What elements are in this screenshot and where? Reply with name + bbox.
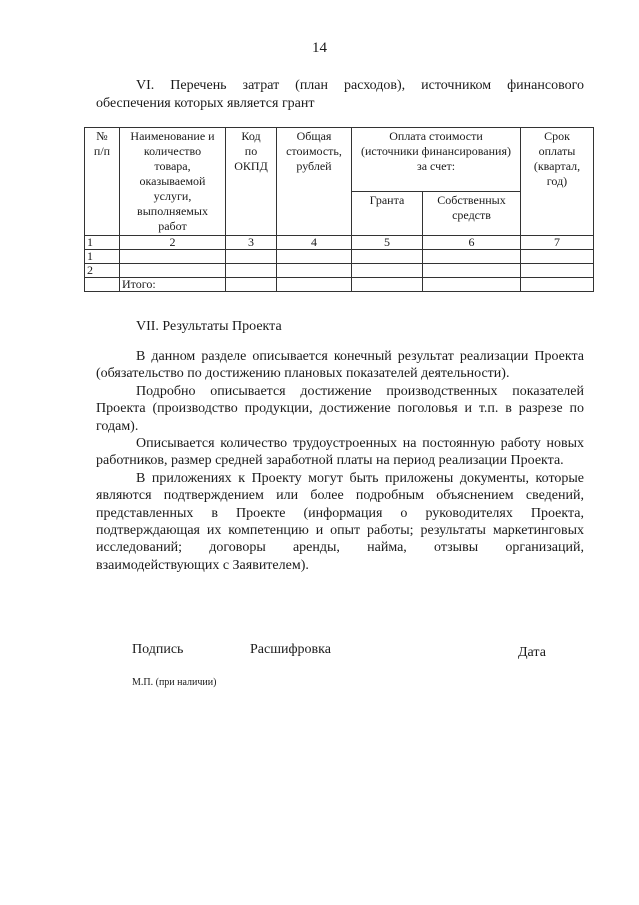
table-cell (277, 264, 352, 278)
header-num: № п/п (85, 128, 120, 236)
column-number: 3 (226, 236, 277, 250)
row-number: 1 (85, 250, 120, 264)
paragraph: В приложениях к Проекту могут быть приложены документы, которые являются подтверждением или более подробным объяснением сведений, представленных в Проекте (информация о руководителях Проекта, подтверждающая их компетенцию и опыт работы; результаты маркетинговых исследований; договоры аренды, найма, отзывы организаций, взаимодействующих с Заявителем). (96, 470, 584, 573)
paragraph: Подробно описывается достижение производственных показателей Проекта (производство продукции, достижение поголовья и т.п. в разрезе по годам). (96, 383, 584, 434)
costs-table (84, 127, 594, 292)
table-cell (423, 264, 521, 278)
table-cell (521, 264, 594, 278)
column-number: 4 (277, 236, 352, 250)
table-cell (521, 250, 594, 264)
table-header-row (85, 128, 594, 192)
column-number: 5 (352, 236, 423, 250)
total-row (85, 278, 594, 292)
section-7-body (96, 348, 584, 574)
table-row (85, 264, 594, 278)
section-6-heading (96, 77, 584, 113)
table-cell (226, 278, 277, 292)
header-own-funds: Собственных средств (423, 192, 521, 236)
column-number: 6 (423, 236, 521, 250)
table-cell (352, 250, 423, 264)
table-cell (226, 264, 277, 278)
row-number: 2 (85, 264, 120, 278)
column-number-row (85, 236, 594, 250)
table-cell (352, 264, 423, 278)
column-number: 2 (120, 236, 226, 250)
table-cell (423, 278, 521, 292)
table-cell (277, 250, 352, 264)
header-payment-term: Срок оплаты (квартал, год) (521, 128, 594, 236)
stamp-note: М.П. (при наличии) (132, 677, 217, 688)
paragraph: В данном разделе описывается конечный результат реализации Проекта (обязательство по достижению плановых показателей деятельности). (96, 349, 584, 382)
table-cell (352, 278, 423, 292)
header-grant: Гранта (352, 192, 423, 236)
table-cell (277, 278, 352, 292)
table-cell (120, 264, 226, 278)
table-cell (85, 278, 120, 292)
table-cell (521, 278, 594, 292)
header-total-cost: Общая стоимость, рублей (277, 128, 352, 236)
header-name: Наименование и количество товара, оказываемой услуги, выполняемых работ (120, 128, 226, 236)
table-row (85, 250, 594, 264)
section-7-heading: VII. Результаты Проекта (136, 319, 282, 334)
section-6-heading-line-2: обеспечения которых является грант (96, 96, 315, 111)
section-6-heading-line-1: VI. Перечень затрат (план расходов), источником финансового (136, 78, 584, 93)
table-cell (226, 250, 277, 264)
signature-label: Подпись (132, 642, 184, 657)
date-label: Дата (518, 645, 546, 660)
paragraph: Описывается количество трудоустроенных на постоянную работу новых работников, размер средней заработной платы на период реализации Проекта. (96, 436, 584, 469)
total-label: Итого: (120, 278, 226, 292)
column-number: 7 (521, 236, 594, 250)
signature-decode-label: Расшифровка (250, 642, 331, 657)
header-okpd: Код по ОКПД (226, 128, 277, 236)
page-number: 14 (312, 40, 327, 56)
table-cell (120, 250, 226, 264)
column-number: 1 (85, 236, 120, 250)
table-cell (423, 250, 521, 264)
header-payment-sources: Оплата стоимости (источники финансирования) за счет: (352, 128, 521, 192)
